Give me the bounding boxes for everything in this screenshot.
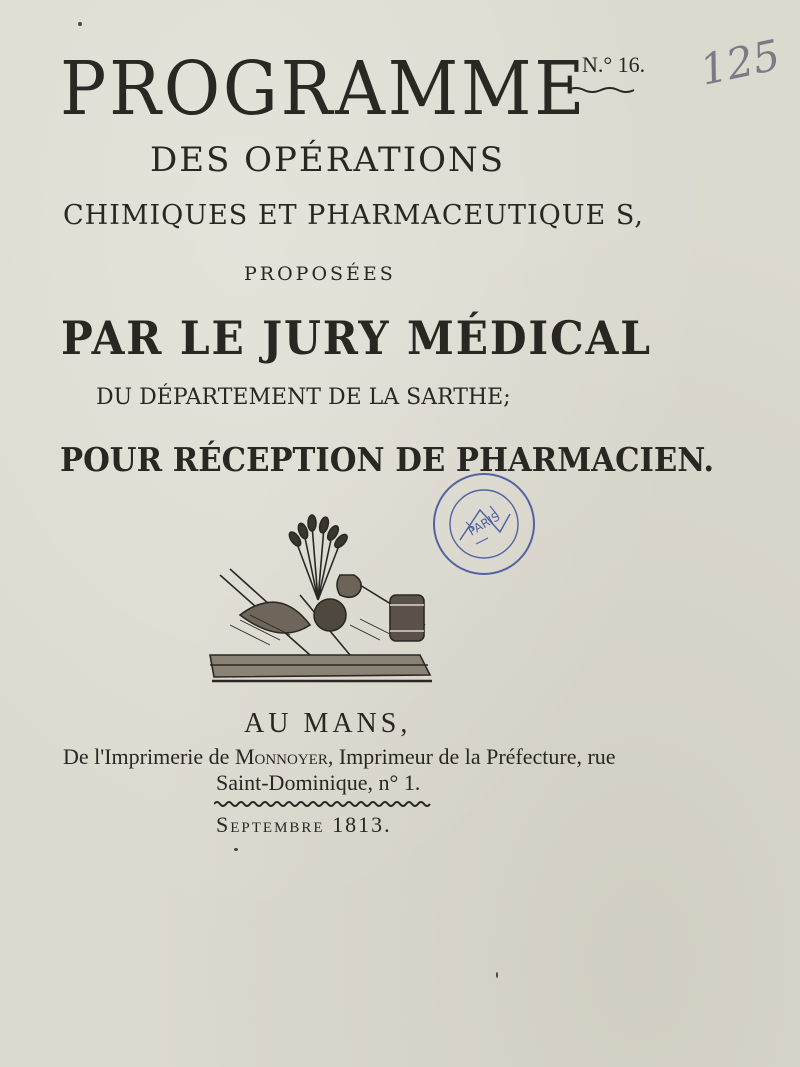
- heading-reception: POUR RÉCEPTION DE PHARMACIEN.: [60, 440, 715, 479]
- paper-speck: [234, 848, 238, 851]
- heading-department: DU DÉPARTEMENT DE LA SARTHE;: [96, 385, 511, 410]
- heading-operations: DES OPÉRATIONS: [150, 140, 506, 180]
- heading-proposed: PROPOSÉES: [244, 263, 396, 285]
- imprint-printer: De l'Imprimerie de Monnoyer, Imprimeur de la Préfecture, rue: [63, 744, 616, 769]
- pencil-annotation: 125: [695, 30, 785, 95]
- page-title: PROGRAMME: [60, 46, 588, 132]
- ornamental-rule: [214, 800, 432, 808]
- imprint-address: Saint-Dominique, n° 1.: [216, 770, 421, 795]
- svg-text:PARIS: PARIS: [465, 509, 503, 539]
- paper-speck: [496, 972, 498, 978]
- heading-jury: PAR LE JURY MÉDICAL: [61, 311, 652, 365]
- imprint-city: AU MANS,: [244, 708, 412, 739]
- number-underline: [566, 86, 636, 94]
- heading-chemical: CHIMIQUES ET PHARMACEUTIQUE S,: [63, 200, 644, 231]
- document-number: N.° 16.: [582, 52, 646, 77]
- paper-speck: [78, 22, 82, 26]
- pharmacy-trophy-vignette-icon: [200, 505, 440, 690]
- imprint-date: Septembre 1813.: [216, 812, 392, 837]
- library-stamp-icon: [430, 470, 538, 578]
